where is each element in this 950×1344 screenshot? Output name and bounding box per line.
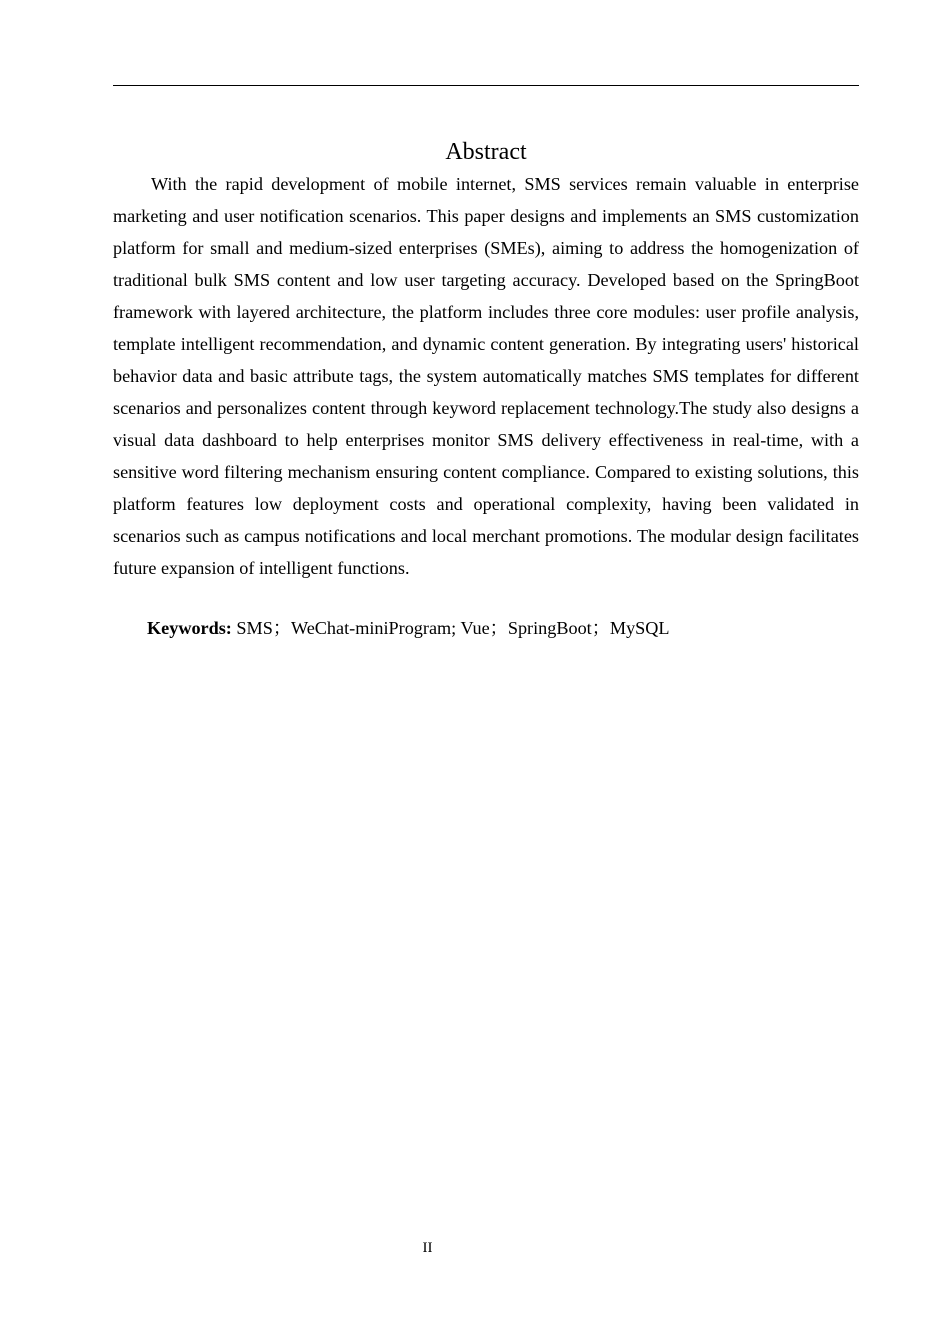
- abstract-title: Abstract: [445, 139, 527, 165]
- header-rule: [113, 85, 859, 86]
- page-number: II: [422, 1240, 433, 1256]
- abstract-body: With the rapid development of mobile internet, SMS services remain valuable in enterprise marketing and user notification scenarios. This paper designs and implements an SMS customization platform for small and medium-sized enterprises (SMEs), aiming to address the homogenization of traditional bulk SMS content and low user targeting accuracy. Developed based on the SpringBoot framework with layered architecture, the platform includes three core modules: user profile analysis, template intelligent recommendation, and dynamic content generation. By integrating users' historical behavior data and basic attribute tags, the system automatically matches SMS templates for different scenarios and personalizes content through keyword replacement technology.The study also designs a visual data dashboard to help enterprises monitor SMS delivery effectiveness in real-time, with a sensitive word filtering mechanism ensuring content compliance. Compared to existing solutions, this platform features low deployment costs and operational complexity, having been validated in scenarios such as campus notifications and local merchant promotions. The modular design facilitates future expansion of intelligent functions.: [113, 174, 859, 578]
- keywords-line: [147, 613, 859, 643]
- keywords-text: SMS；WeChat-miniProgram; Vue；SpringBoot；MySQL: [231, 618, 670, 638]
- keywords-label: Keywords:: [147, 618, 232, 638]
